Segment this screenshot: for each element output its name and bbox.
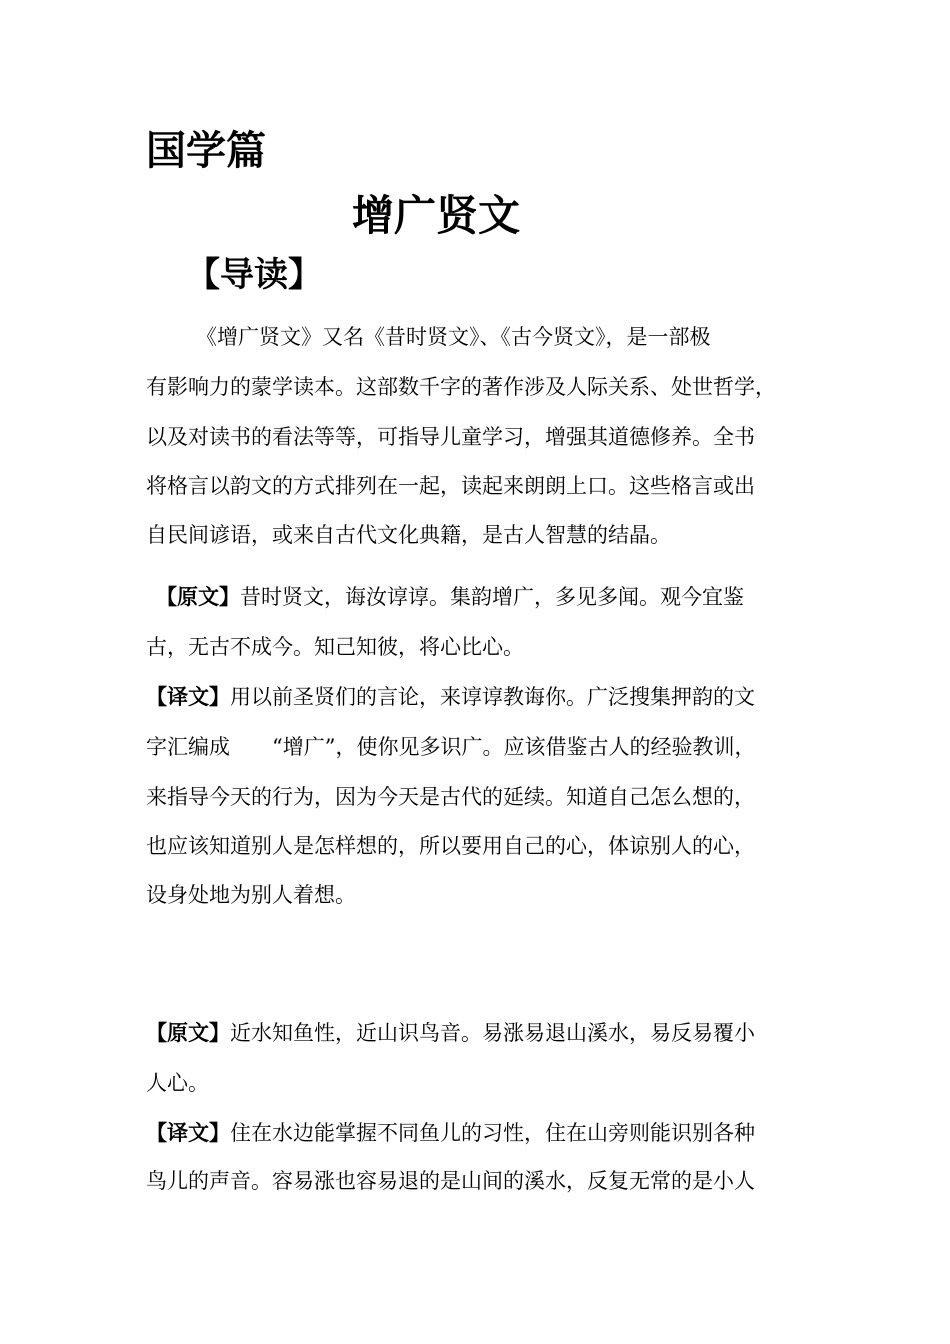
intro-line: 以及对读书的看法等等，可指导儿童学习，增强其道德修养。全书	[146, 425, 755, 449]
original-label: 【原文】	[146, 1020, 230, 1045]
passage-original-line: 人心。	[146, 1071, 209, 1095]
original-label: 【原文】	[156, 584, 240, 609]
original-text: 昔时贤文，诲汝谆谆。集韵增广，多见多闻。观今宜鉴	[240, 585, 744, 609]
section-title: 国学篇	[146, 128, 266, 174]
intro-line: 将格言以韵文的方式排列在一起，读起来朗朗上口。这些格言或出	[146, 474, 755, 498]
passage-translation-line: 字汇编成 “增广”，使你见多识广。应该借鉴古人的经验教训，	[146, 735, 756, 759]
passage-translation-line	[146, 1118, 755, 1148]
original-text: 近水知鱼性，近山识鸟音。易涨易退山溪水，易反易覆小	[230, 1021, 755, 1045]
passage-original-line	[156, 582, 744, 612]
intro-line: 《增广贤文》又名《昔时贤文》、《古今贤文》，是一部极	[196, 325, 711, 349]
passage-translation-line: 设身处地为别人着想。	[146, 883, 356, 907]
intro-line: 自民间谚语，或来自古代文化典籍，是古人智慧的结晶。	[146, 523, 671, 547]
passage-translation-line: 也应该知道别人是怎样想的，所以要用自己的心，体谅别人的心，	[146, 834, 755, 858]
passage-original-line	[146, 1018, 755, 1048]
translation-text: 用以前圣贤们的言论，来谆谆教诲你。广泛搜集押韵的文	[230, 685, 755, 709]
passage-translation-line: 鸟儿的声音。容易涨也容易退的是山间的溪水，反复无常的是小人	[146, 1169, 755, 1193]
translation-text: 住在水边能掌握不同鱼儿的习性，住在山旁则能识别各种	[230, 1121, 755, 1145]
passage-translation-line	[146, 682, 755, 712]
translation-label: 【译文】	[146, 684, 230, 709]
intro-line: 有影响力的蒙学读本。这部数千字的著作涉及人际关系、处世哲学，	[146, 375, 776, 399]
intro-heading: 【导读】	[186, 255, 322, 295]
translation-label: 【译文】	[146, 1120, 230, 1145]
passage-translation-line: 来指导今天的行为，因为今天是古代的延续。知道自己怎么想的，	[146, 785, 755, 809]
passage-original-line: 古，无古不成今。知己知彼，将心比心。	[146, 635, 524, 659]
document-title: 增广贤文	[352, 191, 521, 240]
